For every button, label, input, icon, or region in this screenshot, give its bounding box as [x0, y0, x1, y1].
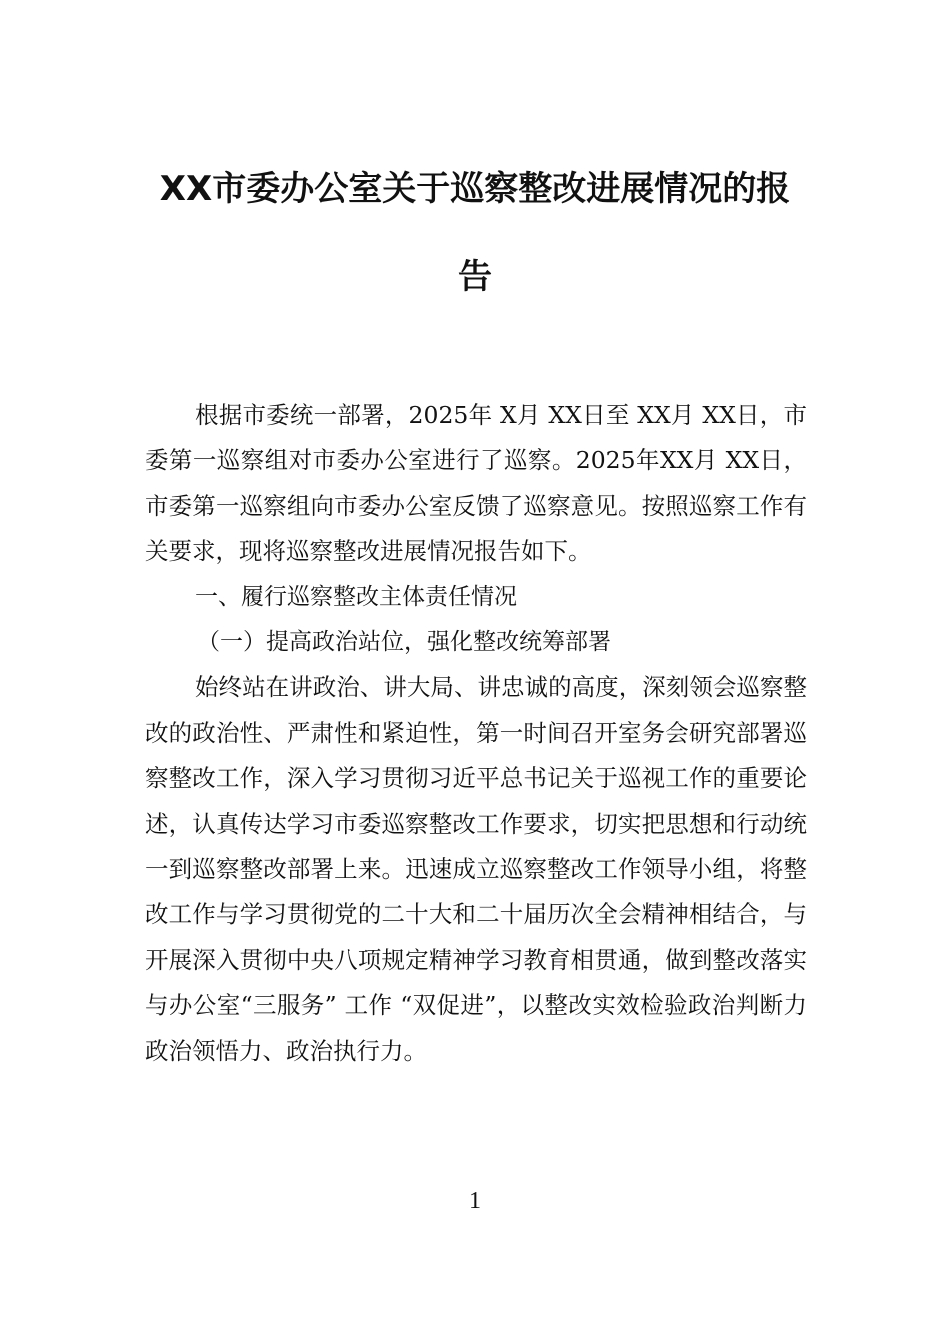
- subsection-heading: （一）提高政治站位，强化整改统筹部署: [197, 629, 611, 656]
- section-heading: 一、履行巡察整改主体责任情况: [195, 583, 517, 610]
- document-body: [145, 393, 807, 1074]
- title-line-1: XX市委办公室关于巡察整改进展情况的报: [159, 169, 791, 209]
- title-line-2: 告: [458, 257, 492, 297]
- document-title: [145, 165, 805, 301]
- body-paragraph: 始终站在讲政治、讲大局、讲忠诚的高度，深刻领会巡察整改的政治性、严肃性和紧迫性，第一时间召开室务会研究部署巡察整改工作，深入学习贯彻习近平总书记关于巡视工作的重要论述，认真传达学习市委巡察整改工作要求，切实把思想和行动统一到巡察整改部署上来。迅速成立巡察整改工作领导小组，将整改工作与学习贯彻党的二十大和二十届历次全会精神相结合，与开展深入贯彻中央八项规定精神学习教育相贯通，做到整改落实与办公室“三服务” 工作 “双促进”，以整改实效检验政治判断力政治领悟力、政治执行力。: [145, 673, 807, 1065]
- intro-paragraph: 根据市委统一部署，2025年 X月 XX日至 XX月 XX日，市委第一巡察组对市委办公室进行了巡察。2025年XX月 XX日，市委第一巡察组向市委办公室反馈了巡察意见。按照巡察工作有关要求，现将巡察整改进展情况报告如下。: [145, 401, 807, 566]
- page-number: 1: [469, 1188, 481, 1214]
